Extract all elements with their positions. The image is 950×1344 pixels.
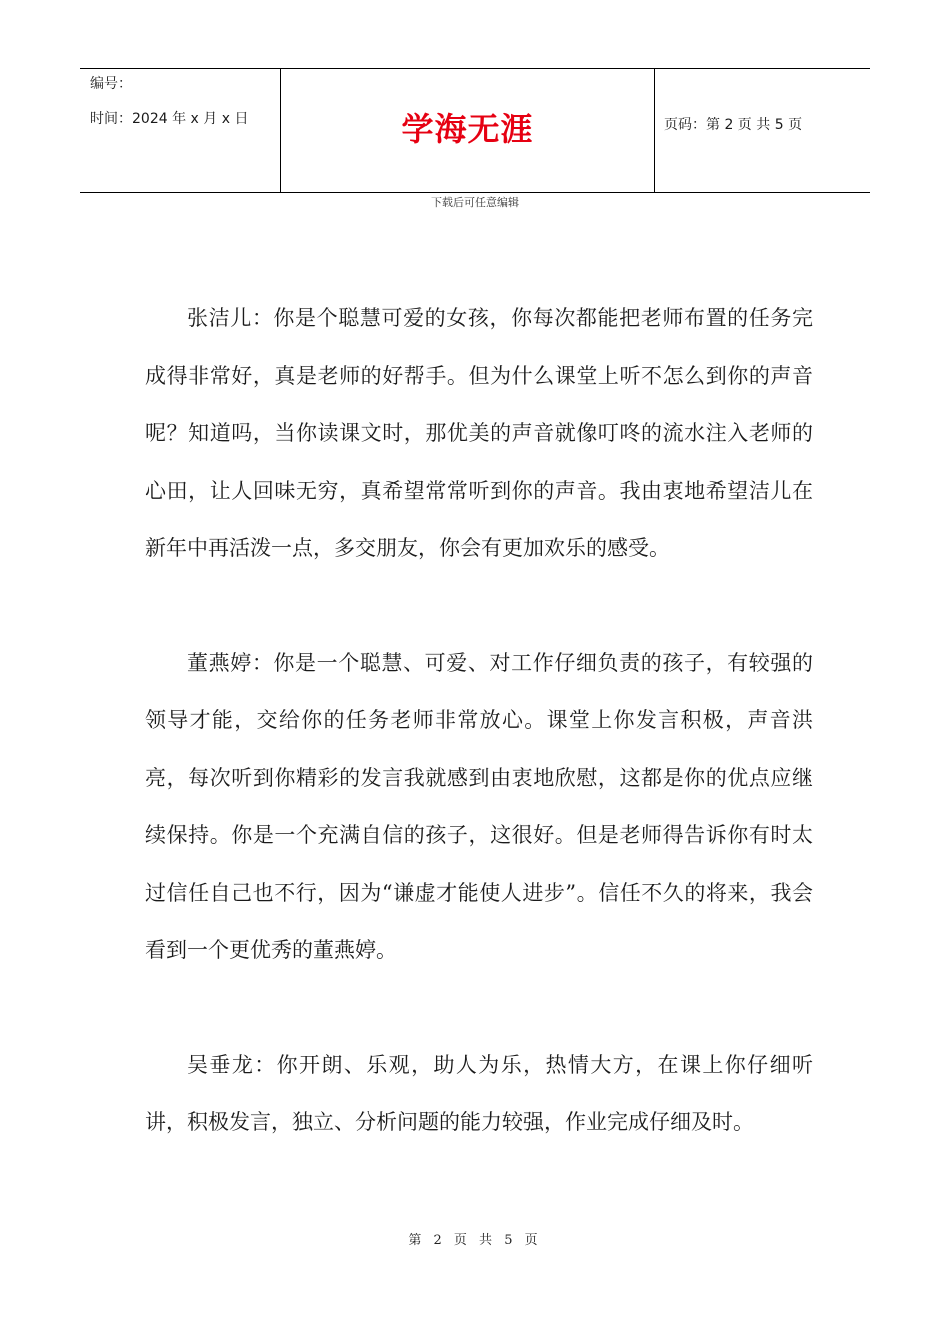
header-info-cell: [80, 69, 281, 192]
page-code: 页码：第 2 页 共 5 页: [664, 117, 803, 133]
comment-paragraph: 张洁儿：你是个聪慧可爱的女孩，你每次都能把老师布置的任务完成得非常好，真是老师的好帮手。但为什么课堂上听不怎么到你的声音呢？知道吗，当你读课文时，那优美的声音就像叮咚的流水注入老师的心田，让人回味无穷，真希望常常听到你的声音。我由衷地希望洁儿在新年中再活泼一点，多交朋友，你会有更加欢乐的感受。: [145, 306, 813, 560]
serial-number-label: 编号：: [90, 76, 132, 92]
comment-paragraph: 吴垂龙：你开朗、乐观，助人为乐，热情大方，在课上你仔细听讲，积极发言，独立、分析问题的能力较强，作业完成仔细及时。: [145, 1052, 813, 1134]
document-header: [80, 68, 870, 193]
page-footer: 第 2 页 共 5 页: [408, 1233, 542, 1248]
header-brand-cell: [281, 69, 655, 192]
date-text: 时间：2024 年 x 月 x 日: [90, 111, 249, 127]
edit-note: 下载后可任意编辑: [431, 196, 519, 209]
comment-paragraph: 董燕婷：你是一个聪慧、可爱、对工作仔细负责的孩子，有较强的领导才能，交给你的任务老师非常放心。课堂上你发言积极，声音洪亮，每次听到你精彩的发言我就感到由衷地欣慰，这都是你的优点应继续保持。你是一个充满自信的孩子，这很好。但是老师得告诉你有时太过信任自己也不行，因为“谦虚才能使人进步”。信任不久的将来，我会看到一个更优秀的董燕婷。: [145, 650, 813, 962]
brand-title: 学海无涯: [401, 110, 534, 148]
header-page-cell: [655, 69, 870, 192]
document-body: [145, 290, 813, 1209]
